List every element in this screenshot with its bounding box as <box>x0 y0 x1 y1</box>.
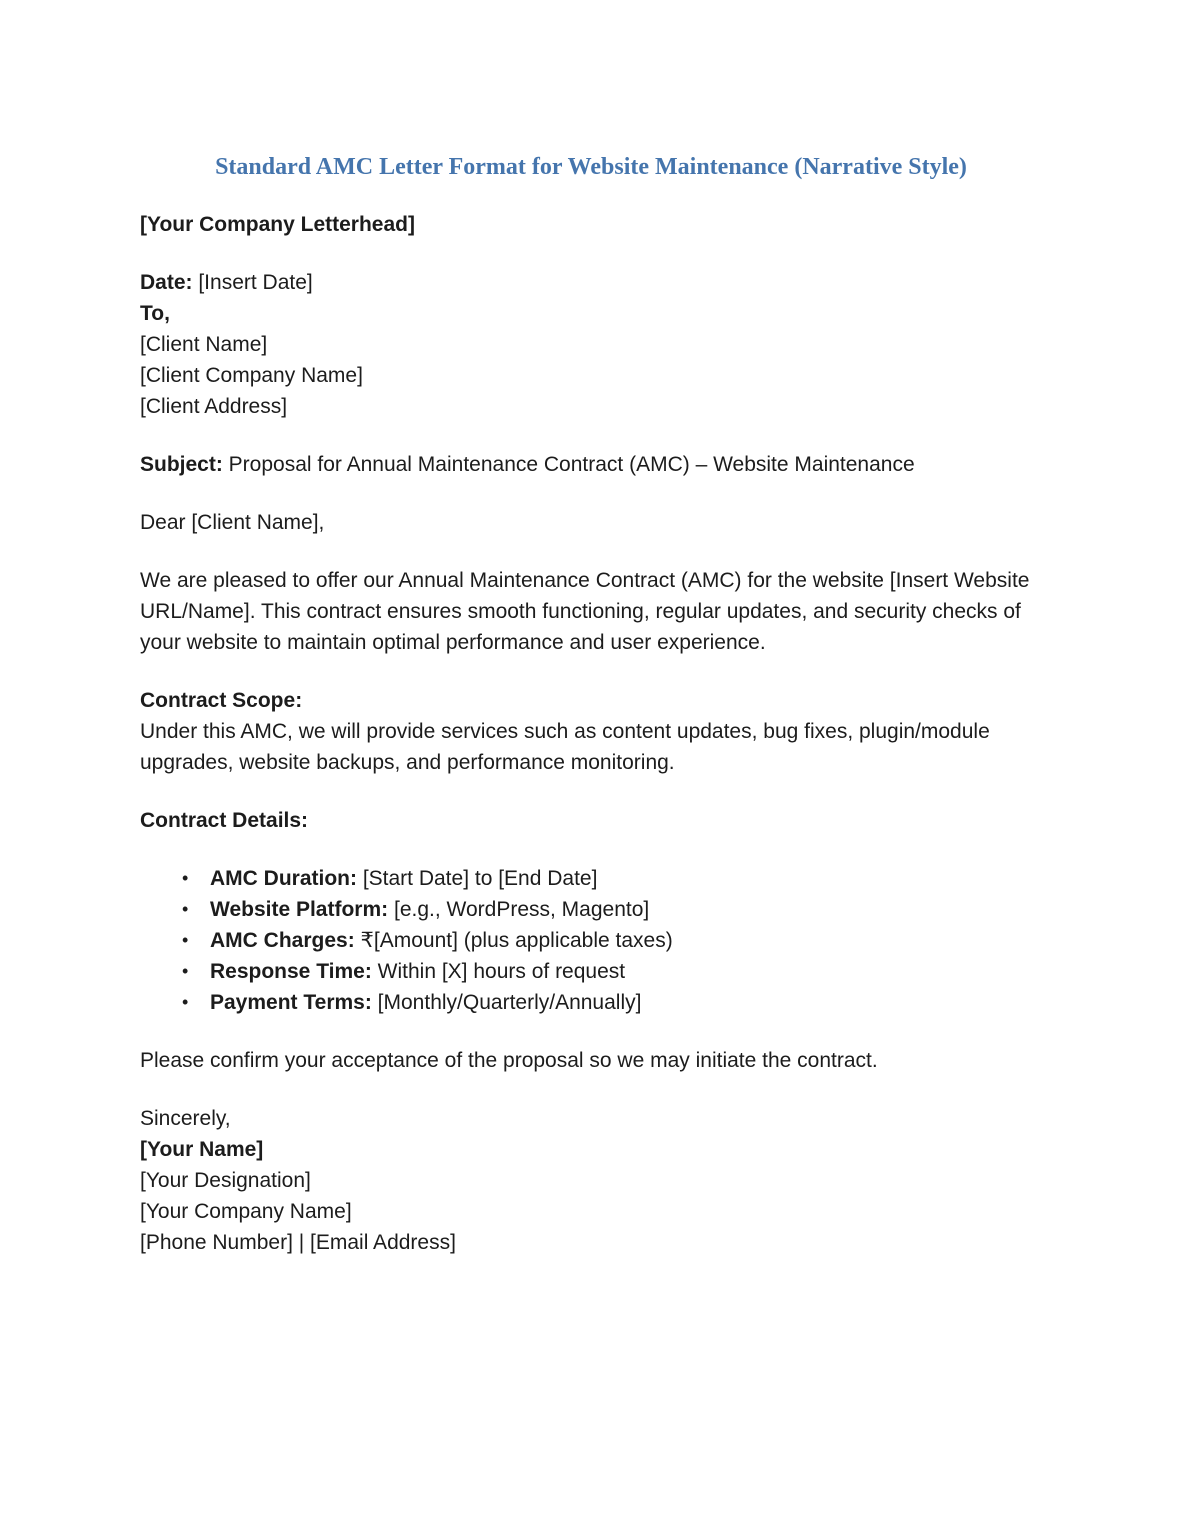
bullet-icon: • <box>182 961 189 981</box>
detail-label: Response Time: <box>210 960 372 983</box>
detail-label: Website Platform: <box>210 898 389 921</box>
list-item <box>140 956 1042 987</box>
date-value: [Insert Date] <box>192 271 313 294</box>
signature-company: [Your Company Name] <box>140 1200 352 1223</box>
page-title: Standard AMC Letter Format for Website Maintenance (Narrative Style) <box>215 154 967 180</box>
detail-value: Within [X] hours of request <box>371 960 626 983</box>
detail-value: [e.g., WordPress, Magento] <box>388 898 650 921</box>
subject-label: Subject: <box>140 453 223 476</box>
detail-label: Payment Terms: <box>210 991 372 1014</box>
intro-paragraph: We are pleased to offer our Annual Maintenance Contract (AMC) for the website [Insert Website URL/Name]. This contract ensures smooth functioning, regular updates, and security checks of your website to maintain optimal performance and user experience. <box>140 569 1030 654</box>
list-item <box>140 863 1042 894</box>
contract-details-heading: Contract Details: <box>140 809 309 832</box>
detail-value: ₹[Amount] (plus applicable taxes) <box>354 929 673 952</box>
detail-label: AMC Duration: <box>210 867 357 890</box>
closing: Sincerely, <box>140 1107 231 1130</box>
date-line <box>140 271 313 294</box>
client-name-line: [Client Name] <box>140 333 268 356</box>
bullet-icon: • <box>182 868 189 888</box>
signature-name: [Your Name] <box>140 1138 264 1161</box>
address-block <box>140 267 1042 422</box>
detail-label: AMC Charges: <box>210 929 355 952</box>
signature-designation: [Your Designation] <box>140 1169 311 1192</box>
contract-details-list <box>140 863 1042 1018</box>
date-label: Date: <box>140 271 193 294</box>
subject-line <box>140 449 1042 480</box>
client-company-line: [Client Company Name] <box>140 364 363 387</box>
signature-block <box>140 1103 1042 1258</box>
to-label: To, <box>140 302 170 325</box>
contract-scope-body: Under this AMC, we will provide services such as content updates, bug fixes, plugin/module upgrades, website backups, and performance monitoring. <box>140 720 990 774</box>
client-address-line: [Client Address] <box>140 395 288 418</box>
signature-contact: [Phone Number] | [Email Address] <box>140 1231 456 1254</box>
subject-value: Proposal for Annual Maintenance Contract (AMC) – Website Maintenance <box>222 453 915 476</box>
salutation: Dear [Client Name], <box>140 511 325 534</box>
letterhead: [Your Company Letterhead] <box>140 213 415 236</box>
list-item <box>140 925 1042 956</box>
contract-scope-block <box>140 685 1042 778</box>
list-item <box>140 987 1042 1018</box>
confirmation-paragraph: Please confirm your acceptance of the proposal so we may initiate the contract. <box>140 1049 878 1072</box>
detail-value: [Monthly/Quarterly/Annually] <box>371 991 642 1014</box>
contract-scope-heading: Contract Scope: <box>140 689 303 712</box>
bullet-icon: • <box>182 992 189 1012</box>
bullet-icon: • <box>182 899 189 919</box>
bullet-icon: • <box>182 930 189 950</box>
detail-value: [Start Date] to [End Date] <box>356 867 598 890</box>
list-item <box>140 894 1042 925</box>
